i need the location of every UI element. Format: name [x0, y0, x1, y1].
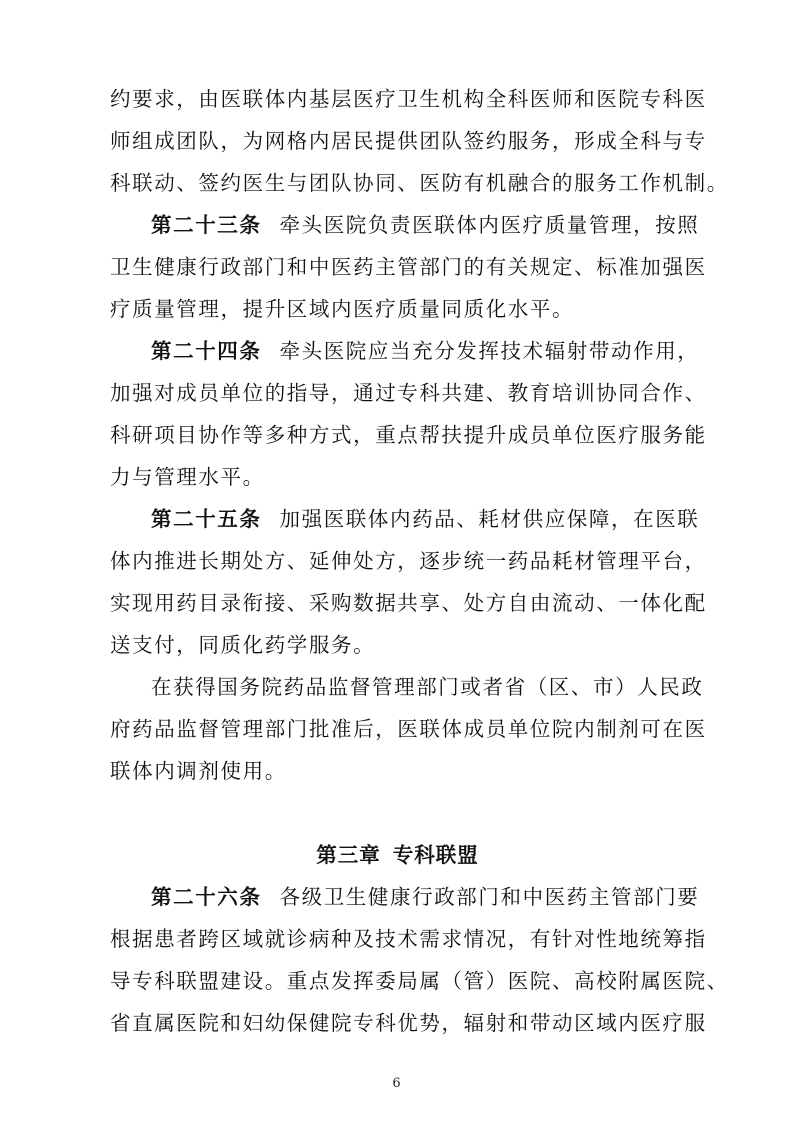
text-line: 加强对成员单位的指导，通过专科共建、教育培训协同合作、 [110, 381, 707, 405]
article-23-number: 第二十三条 [151, 213, 262, 237]
text-line: 联体内调剂使用。 [110, 759, 287, 783]
article-26-text: 各级卫生健康行政部门和中医药主管部门要 [279, 885, 700, 909]
text-line: 体内推进长期处方、延伸处方，逐步统一药品耗材管理平台， [110, 549, 707, 573]
text-line: 送支付，同质化药学服务。 [110, 633, 376, 657]
article-26-number: 第二十六条 [151, 885, 262, 909]
text-line: 疗质量管理，提升区域内医疗质量同质化水平。 [110, 297, 575, 321]
article-24-number: 第二十四条 [151, 339, 262, 363]
article-24-text: 牵头医院应当充分发挥技术辐射带动作用， [279, 339, 700, 363]
page-number: 6 [392, 1076, 401, 1091]
text-line: 府药品监督管理部门批准后，医联体成员单位院内制剂可在医 [110, 717, 707, 741]
article-25-number: 第二十五条 [151, 507, 262, 531]
text-line: 约要求，由医联体内基层医疗卫生机构全科医师和医院专科医 [110, 87, 707, 111]
text-line: 师组成团队，为网格内居民提供团队签约服务，形成全科与专 [110, 129, 707, 153]
article-24-first-line [110, 330, 700, 372]
chapter-title: 专科联盟 [392, 843, 479, 867]
article-23-text: 牵头医院负责医联体内医疗质量管理，按照 [279, 213, 700, 237]
text-line: 导专科联盟建设。重点发挥委局属（管）医院、高校附属医院、 [110, 969, 729, 993]
text-line: 科联动、签约医生与团队协同、医防有机融合的服务工作机制。 [110, 171, 729, 195]
article-25-text: 加强医联体内药品、耗材供应保障，在医联 [279, 507, 700, 531]
text-line: 力与管理水平。 [110, 465, 265, 489]
chapter-number: 第三章 [316, 843, 381, 867]
text-line: 省直属医院和妇幼保健院专科优势，辐射和带动区域内医疗服 [110, 1011, 707, 1035]
text-line: 根据患者跨区域就诊病种及技术需求情况，有针对性地统筹指 [110, 927, 707, 951]
text-line: 卫生健康行政部门和中医药主管部门的有关规定、标准加强医 [110, 255, 707, 279]
article-25-para2-first-line: 在获得国务院药品监督管理部门或者省（区、市）人民政 [151, 675, 704, 699]
body-text [110, 78, 729, 1044]
article-23-first-line [110, 204, 700, 246]
text-line: 实现用药目录衔接、采购数据共享、处方自由流动、一体化配 [110, 591, 707, 615]
article-26-first-line [110, 876, 700, 918]
article-25-first-line [110, 498, 700, 540]
text-line: 科研项目协作等多种方式，重点帮扶提升成员单位医疗服务能 [110, 423, 707, 447]
chapter-heading [110, 834, 685, 876]
